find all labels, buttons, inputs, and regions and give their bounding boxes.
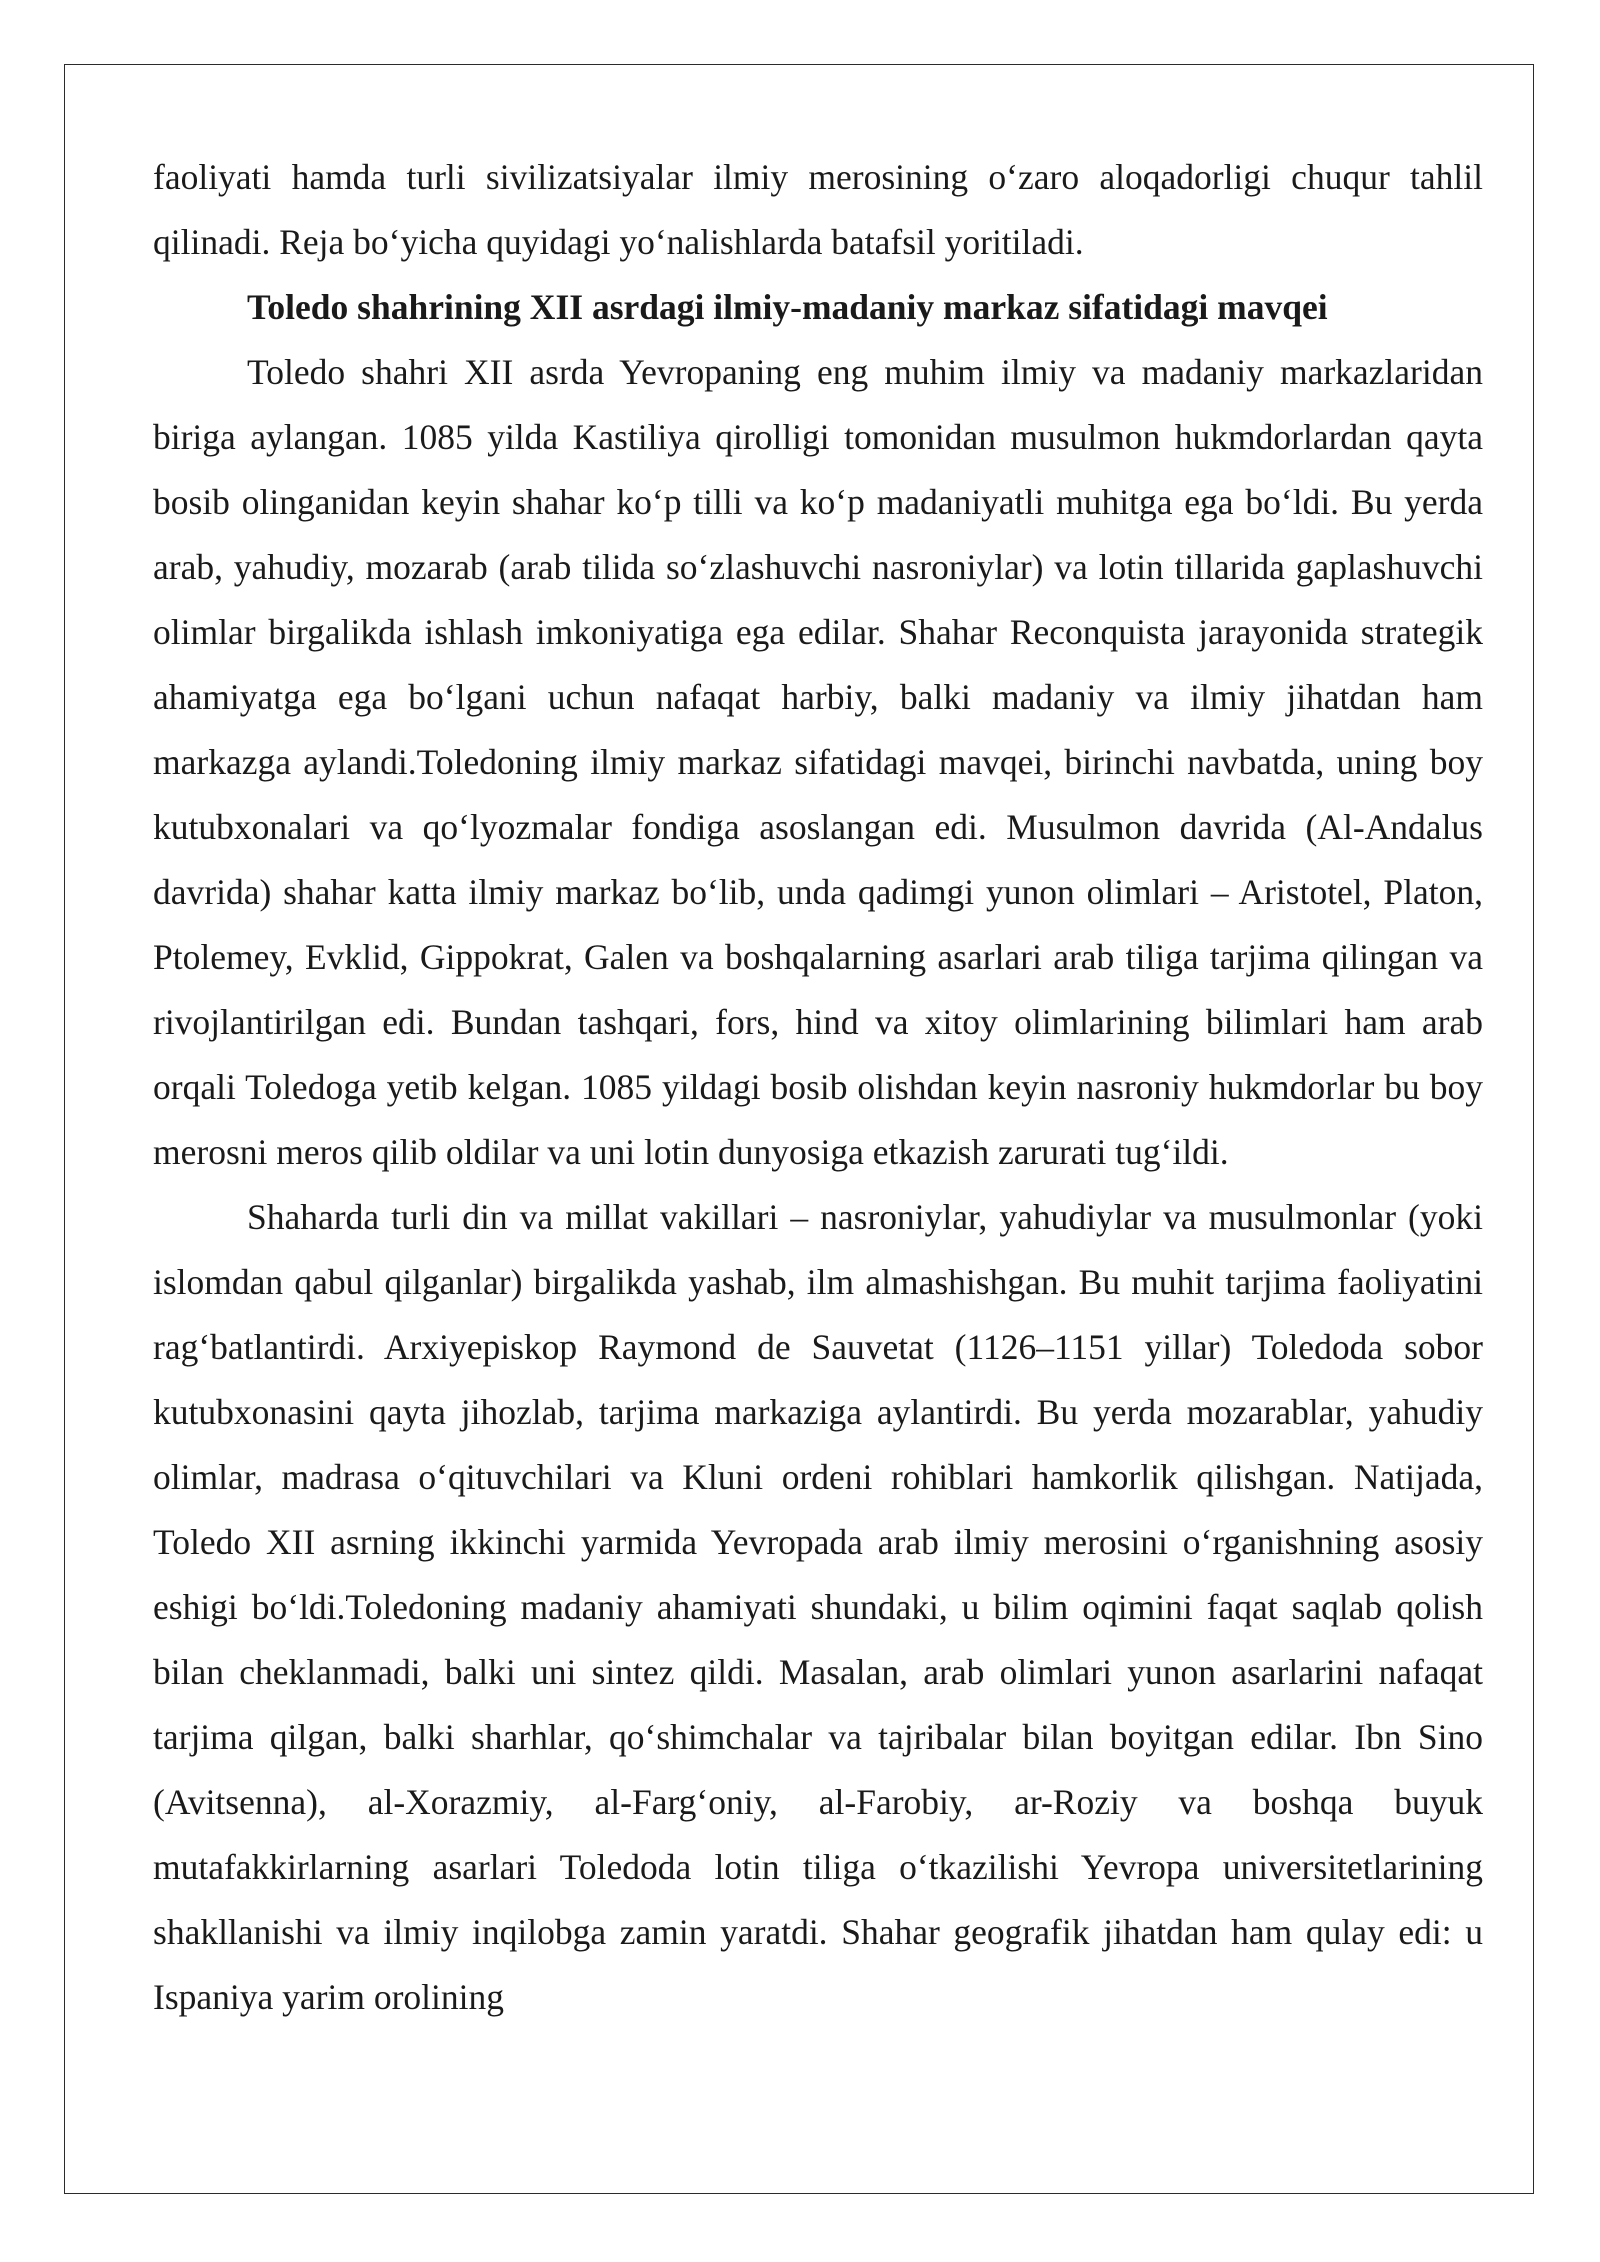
intro-paragraph: faoliyati hamda turli sivilizatsiyalar ilmiy merosining o‘zaro aloqadorligi chuqur tahlil qilinadi. Reja bo‘yicha quyidagi yo‘nalishlarda batafsil yoritiladi. bbox=[153, 157, 1483, 262]
section-heading: Toledo shahrining XII asrdagi ilmiy-madaniy markaz sifatidagi mavqei bbox=[247, 287, 1328, 327]
body-paragraph-1: Toledo shahri XII asrda Yevropaning eng muhim ilmiy va madaniy markazlaridan biriga aylangan. 1085 yilda Kastiliya qirolligi tomonidan musulmon hukmdorlardan qayta bosib olinganidan keyin shahar ko‘p tilli va ko‘p madaniyatli muhitga ega bo‘ldi. Bu yerda arab, yahudiy, mozarab (arab tilida so‘zlashuvchi nasroniylar) va lotin tillarida gaplashuvchi olimlar birgalikda ishlash imkoniyatiga ega edilar. Shahar Reconquista jarayonida strategik ahamiyatga ega bo‘lgani uchun nafaqat harbiy, balki madaniy va ilmiy jihatdan ham markazga aylandi.Toledoning ilmiy markaz sifatidagi mavqei, birinchi navbatda, uning boy kutubxonalari va qo‘lyozmalar fondiga asoslangan edi. Musulmon davrida (Al-Andalus davrida) shahar katta ilmiy markaz bo‘lib, unda qadimgi yunon olimlari – Aristotel, Platon, Ptolemey, Evklid, Gippokrat, Galen va boshqalarning asarlari arab tiliga tarjima qilingan va rivojlantirilgan edi. Bundan tashqari, fors, hind va xitoy olimlarining bilimlari ham arab orqali Toledoga yetib kelgan. 1085 yildagi bosib olishdan keyin nasroniy hukmdorlar bu boy merosni meros qilib oldilar va uni lotin dunyosiga etkazish zarurati tug‘ildi. bbox=[153, 352, 1483, 1172]
body-paragraph-2: Shaharda turli din va millat vakillari – nasroniylar, yahudiylar va musulmonlar (yoki islomdan qabul qilganlar) birgalikda yashab, ilm almashishgan. Bu muhit tarjima faoliyatini rag‘batlantirdi. Arxiyepiskop Raymond de Sauvetat (1126–1151 yillar) Toledoda sobor kutubxonasini qayta jihozlab, tarjima markaziga aylantirdi. Bu yerda mozarablar, yahudiy olimlar, madrasa o‘qituvchilari va Kluni ordeni rohiblari hamkorlik qilishgan. Natijada, Toledo XII asrning ikkinchi yarmida Yevropada arab ilmiy merosini o‘rganishning asosiy eshigi bo‘ldi.Toledoning madaniy ahamiyati shundaki, u bilim oqimini faqat saqlab qolish bilan cheklanmadi, balki uni sintez qildi. Masalan, arab olimlari yunon asarlarini nafaqat tarjima qilgan, balki sharhlar, qo‘shimchalar va tajribalar bilan boyitgan edilar. Ibn Sino (Avitsenna), al-Xorazmiy, al-Farg‘oniy, al-Farobiy, ar-Roziy va boshqa buyuk mutafakkirlarning asarlari Toledoda lotin tiliga o‘tkazilishi Yevropa universitetlarining shakllanishi va ilmiy inqilobga zamin yaratdi. Shahar geografik jihatdan ham qulay edi: u Ispaniya yarim orolining bbox=[153, 1197, 1483, 2017]
document-body bbox=[153, 145, 1483, 2030]
